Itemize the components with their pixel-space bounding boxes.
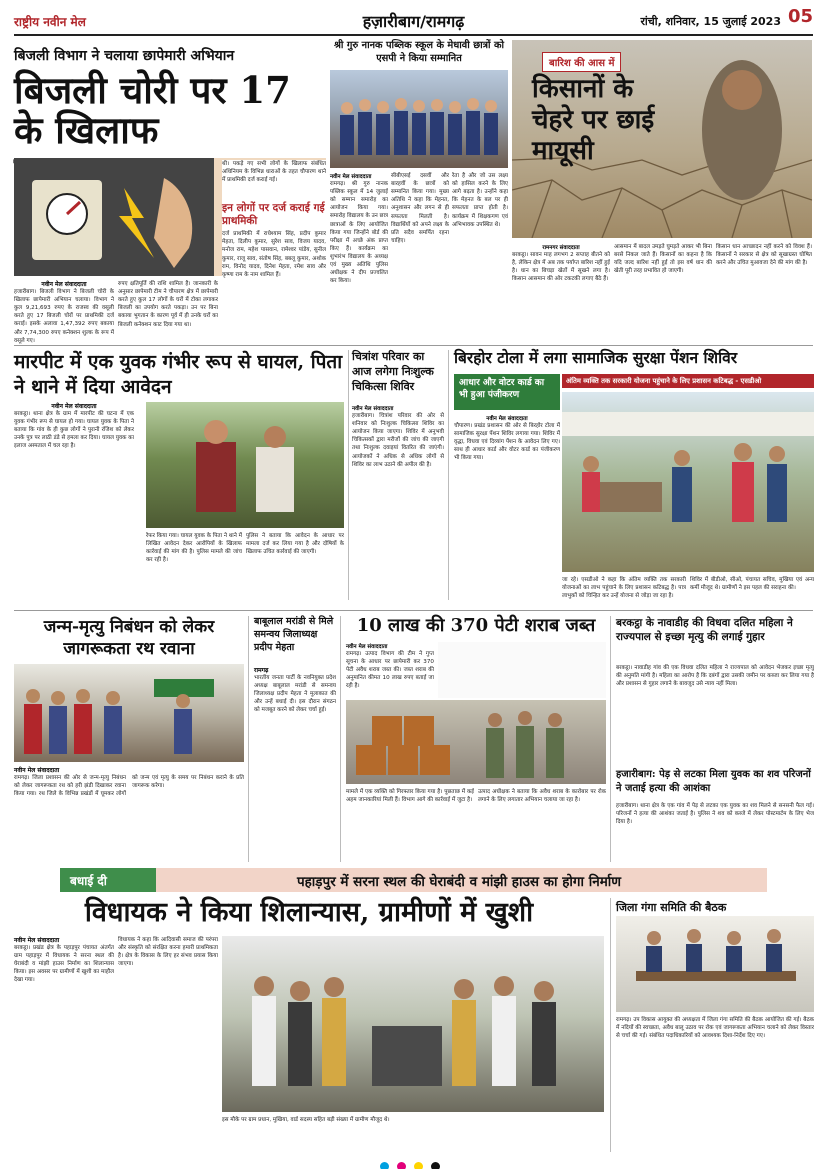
story-text: रामगढ़। उप विकास आयुक्त की अध्यक्षता में जिला गंगा समिति की बैठक आयोजित की गई। बैठक में नदियों की स्वच्छता, अवैध बालू उठाव पर रोक एवं जागरूकता अभियान चलाने को लेकर विस्तार से चर्चा की गई। संबंधित पदाधिकारियों को आवश्यक दिशा-निर्देश दिए गए। bbox=[616, 1017, 814, 1040]
story-text: भारतीय जनता पार्टी के नवनियुक्त प्रदेश अध्यक्ष बाबूलाल मरांडी से समन्वय जिलाध्यक्ष प्रदीप मेहता ने मुलाकात की और उन्हें बधाई दी। इस दौरान संगठन को मजबूत करने को लेकर चर्चा हुई। bbox=[254, 675, 336, 714]
divider bbox=[610, 898, 611, 1152]
masthead bbox=[14, 8, 813, 34]
farmer-tag: बारिश की आस में bbox=[542, 52, 621, 72]
story-text: बरकट्ठा। प्रखंड क्षेत्र के पहाड़पुर पंचायत अंतर्गत ग्राम पहाड़पुर में विधायक ने सरना स्थल की घेराबंदी व मांझी हाउस निर्माण का शिलान्यास किया। इस अवसर पर ग्रामीणों में खुशी का माहौल देखा गया। bbox=[14, 945, 114, 984]
story-text: हजारीबाग। चित्रांश परिवार की ओर से शनिवार को निःशुल्क चिकित्सा शिविर का आयोजन किया जाएगा। शिविर में अनुभवी चिकित्सकों द्वारा मरीजों की जांच की जाएगी तथा निःशुल्क दवाइयां वितरित की जाएंगी। आयोजकों ने अधिक से अधिक लोगों से शिविर का लाभ उठाने की अपील की है। bbox=[352, 413, 444, 468]
story-body-headline: हजारीबाग: पेड़ से लटका मिला युवक का शव परिजनों ने जताई हत्या की आशंका bbox=[616, 769, 811, 794]
marandi-col bbox=[254, 666, 336, 862]
camp-people-icon bbox=[562, 392, 814, 572]
birth-col bbox=[14, 766, 244, 862]
mla-photo bbox=[222, 936, 604, 1112]
byline: नवीन मेल संवाददाता bbox=[51, 403, 97, 410]
meter-hand-icon bbox=[14, 158, 214, 276]
story-widow-headline: बरकट्ठा के नावाडीह की विधवा दलित महिला ने राज्यपाल से इच्छा मृत्यु की लगाई गुहार bbox=[616, 617, 793, 644]
black-mark bbox=[431, 1162, 440, 1169]
ganga-photo bbox=[616, 916, 814, 1012]
school-col-1 bbox=[330, 172, 388, 342]
assault-photo bbox=[146, 402, 344, 528]
meeting-icon bbox=[616, 916, 814, 1012]
school-photo bbox=[330, 70, 508, 168]
divider bbox=[14, 345, 813, 346]
story-text: बरकट्ठा। नावाडीह गांव की एक विधवा दलित महिला ने राज्यपाल को आवेदन भेजकर इच्छा मृत्यु की अनुमति मांगी है। महिला का आरोप है कि दबंगों द्वारा उसकी जमीन पर कब्जा कर लिया गया है और प्रशासन से गुहार लगाने के बावजूद उसे न्याय नहीं मिला। bbox=[616, 665, 814, 688]
story-birth-headline: जन्म-मृत्यु निबंधन को लेकर जागरूकता रथ रवाना bbox=[43, 617, 215, 660]
page-number: 05 bbox=[787, 6, 813, 27]
story-school-headline: श्री गुरु नानक पब्लिक स्कूल के मेधावी छात्रों को एसपी ने किया सम्मानित bbox=[333, 40, 505, 64]
story-text: विधायक ने कहा कि आदिवासी समाज की परंपरा और संस्कृति को संरक्षित करना हमारी प्राथमिकता है। क्षेत्र के विकास के लिए हर संभव प्रयास किया जाएगा। bbox=[118, 937, 218, 968]
liquor-photo bbox=[346, 700, 606, 784]
byline: नवीन मेल संवाददाता bbox=[14, 767, 60, 774]
byline: नवीन मेल संवाददाता bbox=[346, 644, 388, 650]
byline: नवीन मेल संवाददाता bbox=[14, 937, 60, 944]
mla-col-1 bbox=[14, 936, 114, 1152]
divider bbox=[248, 616, 249, 862]
story-text: रुपए क्षतिपूर्ति की राशि शामिल है। जानकारी के अनुसार छापेमारी टीम ने चौपारण क्षेत्र में छापेमारी करते हुए कुल 17 लोगों के घरों में टोका लगाकर बिजली का उपयोग करते पकड़ा। उन पर बिना बकाया भुगतान के कारण पूर्व में ही उनके घरों का बिजली कनेक्शन काट दिया गया था। bbox=[118, 281, 218, 328]
story-text: बरकट्ठा। थाना क्षेत्र के ग्राम में मारपीट की घटना में एक युवक गंभीर रूप से घायल हो गया। घायल युवक के पिता ने बताया कि गांव के ही कुछ लोगों ने पुरानी रंजिश को लेकर उनके पुत्र पर लाठी डंडे से हमला कर दिया। घायल युवक का इलाज अस्पताल में चल रहा है। bbox=[14, 411, 134, 450]
story-ganga-headline: जिला गंगा समिति की बैठक bbox=[616, 901, 727, 914]
students-icon bbox=[330, 70, 508, 168]
farmer-photo bbox=[512, 40, 812, 238]
rally-people-icon bbox=[14, 664, 244, 762]
story-text: बरकट्ठा। सावन माह लगभग 2 सप्ताह बीतने को है, लेकिन क्षेत्र में अब तक पर्याप्त बारिश नहीं हुई है। धान का बिचड़ा खेतों में सूखने लगा है। किसान आसमान की ओर टकटकी लगाए बैठे हैं। bbox=[512, 252, 610, 283]
byline: नवीन मेल संवाददाता bbox=[352, 406, 394, 412]
liquor-photo-strip bbox=[438, 642, 606, 698]
liquor-boxes-icon bbox=[346, 700, 606, 784]
story-marandi-headline: बाबूलाल मरांडी से मिले समन्वय जिलाध्यक्ष प्रदीप मेहता bbox=[254, 616, 334, 653]
story-text: थी। पकड़े गए सभी लोगों के खिलाफ संबंधित अधिनियम के विभिन्न धाराओं के तहत चौपारण थाने में प्राथमिकी दर्ज कराई गई। bbox=[222, 161, 326, 184]
story-text: हजारीबाग। थाना क्षेत्र के एक गांव में पेड़ से लटका एक युवक का शव मिलने से सनसनी फैल गई। परिजनों ने हत्या की आशंका जताई है। पुलिस ने शव को कब्जे में लेकर पोस्टमार्टम के लिए भेज दिया है। bbox=[616, 803, 814, 826]
divider bbox=[340, 616, 341, 862]
electricity-col-3 bbox=[222, 160, 326, 364]
story-text: रेता है और जो उस लक्ष्य को हासिल करने के लिए आगे बढ़ता है। उन्होंने कहा कि मेहनत के बल पर ही सफलता प्राप्त होती है। कार्यक्रम में शिक्षकगण एवं अभिभावक उपस्थित थे। bbox=[452, 173, 508, 228]
story-pension-headline: बिरहोर टोला में लगा सामाजिक सुरक्षा पेंशन शिविर bbox=[454, 348, 738, 367]
story-text: जा रहे। एसडीओ ने कहा कि अंतिम व्यक्ति तक सरकारी योजनाओं का लाभ पहुंचाने के लिए प्रशासन कटिबद्ध है। पात्र लाभुकों को चिन्हित कर उन्हें योजना से जोड़ा जा रहा है। bbox=[562, 577, 686, 600]
story-kicker: बिजली विभाग ने चलाया छापेमारी अभियान bbox=[14, 48, 235, 64]
story-text: किसान धान आच्छादन नहीं करने को विवश हैं। किसानों ने सरकार से क्षेत्र को सूखाग्रस्त घोषित करने और उचित मुआवजा देने की मांग की है। bbox=[716, 244, 812, 267]
byline: नवीन मेल संवाददाता bbox=[330, 174, 372, 180]
story-text: इस मौके पर ग्राम प्रधान, मुखिया, वार्ड सदस्य सहित बड़ी संख्या में ग्रामीण मौजूद थे। bbox=[222, 1117, 390, 1123]
story-text: रामगढ़। श्री गुरु नानक पब्लिक स्कूल में 14 जुलाई को सम्मान समारोह का आयोजन किया गया। समारोह विद्यालय के उन छात्र छात्राओं के लिए आयोजित किया गया जिन्होंने बोर्ड की परीक्षा में अच्छे अंक प्राप्त किए हैं। कार्यक्रम का शुभारंभ विद्यालय के अध्यक्ष एवं मुख्य अतिथि पुलिस अधीक्षक ने दीप प्रज्वलित कर किया। bbox=[330, 181, 388, 285]
farmer-col-1 bbox=[512, 243, 610, 345]
yellow-mark bbox=[414, 1162, 423, 1169]
story-headline: बिजली चोरी पर 17 के खिलाफ bbox=[14, 68, 291, 152]
story-chitransh-headline: चित्रांश परिवार का आज लगेगा निःशुल्क चिकित्सा शिविर bbox=[352, 350, 434, 393]
cyan-mark bbox=[380, 1162, 389, 1169]
story-text: रेफर किया गया। घायल युवक के पिता ने थाने में लिखित आवेदन देकर आरोपियों के खिलाफ कार्रवाई की मांग की है। पुलिस मामले की जांच कर रही है। bbox=[146, 533, 242, 564]
story-text: चौपारण। प्रखंड प्रशासन की ओर से बिरहोर टोला में सामाजिक सुरक्षा पेंशन शिविर लगाया गया। शिविर में वृद्धा, विधवा एवं दिव्यांग पेंशन के आवेदन लिए गए। साथ ही आधार कार्ड और वोटर कार्ड का पंजीकरण भी किया गया। bbox=[454, 423, 560, 462]
story-text: मामले में एक व्यक्ति को गिरफ्तार किया गया है। पूछताछ में कई अहम जानकारियां मिली हैं। विभाग आगे की कार्रवाई में जुटा है। bbox=[346, 789, 474, 804]
pension-subbox: आधार और वोटर कार्ड का भी हुआ पंजीकरण bbox=[454, 374, 560, 410]
story-assault-headline: मारपीट में एक युवक गंभीर रूप से घायल, पिता ने थाने में दिया आवेदन bbox=[14, 351, 343, 398]
pension-red-strip: अंतिम व्यक्ति तक सरकारी योजना पहुंचाने के लिए प्रशासन कटिबद्ध - एसडीओ bbox=[562, 374, 814, 388]
story-liquor-headline: 10 लाख की 370 पेटी शराब जब्त bbox=[356, 615, 596, 636]
masthead-logo: राष्ट्रीय नवीन मेल bbox=[14, 14, 86, 29]
print-color-marks bbox=[380, 1156, 443, 1169]
foundation-stone-icon bbox=[222, 936, 604, 1112]
birth-photo bbox=[14, 664, 244, 762]
story-text: दर्ज प्राथमिकी में राधेश्याम सिंह, प्रदीप कुमार मेहता, दिलीप कुमार, सुरेश साव, विजय यादव, मनोज राम, महेश पासवान, रामेश्वर पांडेय, सुनील कुमार, राजू साव, संतोष सिंह, बबलू कुमार, अशोक राम, विनोद यादव, दिनेश मेहता, रमेश साव और कृष्णा राम के नाम शामिल हैं। bbox=[222, 231, 326, 278]
masthead-rule bbox=[14, 34, 813, 36]
byline: रामगढ़ bbox=[254, 667, 269, 674]
divider bbox=[448, 350, 449, 600]
assault-col-1 bbox=[14, 402, 134, 602]
divider bbox=[348, 350, 349, 600]
story-text: उत्पाद अधीक्षक ने बताया कि अवैध शराब के कारोबार पर रोक लगाने के लिए लगातार अभियान चलाया जा रहा है। bbox=[478, 789, 606, 804]
pension-col-1 bbox=[454, 414, 560, 606]
story-text: रामगढ़। जिला प्रशासन की ओर से जन्म-मृत्यु निबंधन को लेकर जागरूकता रथ को हरी झंडी दिखाकर रवाना किया गया। रथ जिले के विभिन्न प्रखंडों में घूमकर लोगों को जन्म एवं मृत्यु के समय पर निबंधन कराने के प्रति जागरूक करेगा। bbox=[14, 775, 244, 798]
strip-headline: पहाड़पुर में सरना स्थल की घेराबंदी व मांझी हाउस का होगा निर्माण bbox=[296, 874, 622, 890]
story-text: हजारीबाग। बिजली विभाग ने बिजली चोरी के खिलाफ छापेमारी अभियान चलाया। विभाग ने कुल 9,21,693 रुपए के राजस्व की वसूली करते हुए 17 बिजली चोरों पर प्राथमिकी दर्ज कराई। इसके अलावा 1,47,392 रुपए बकाया और 7,74,300 रुपए कनेक्शन शुल्क के रूप में वसूले गए। bbox=[14, 289, 114, 344]
divider bbox=[14, 610, 813, 611]
divider bbox=[610, 616, 611, 862]
liquor-col-1 bbox=[346, 642, 434, 698]
story-subheadline: इन लोगों पर दर्ज कराई गई प्राथमिकी bbox=[222, 202, 325, 228]
byline: नवीन मेल संवाददाता bbox=[486, 416, 528, 422]
dateline: रांची, शनिवार, 15 जुलाई 2023 bbox=[640, 15, 781, 28]
magenta-mark bbox=[397, 1162, 406, 1169]
byline: नवीन मेल संवाददाता bbox=[41, 281, 87, 288]
byline: रामनगर संवाददाता bbox=[542, 245, 580, 251]
story-text: पुलिस ने बताया कि आवेदन के आधार पर मामला दर्ज कर लिया गया है और दोषियों के खिलाफ उचित कार्रवाई की जाएगी। bbox=[246, 533, 344, 556]
electricity-illustration bbox=[14, 158, 214, 276]
pension-photo bbox=[562, 392, 814, 572]
story-text: रामगढ़। उत्पाद विभाग की टीम ने गुप्त सूचना के आधार पर छापेमारी कर 370 पेटी अवैध शराब जब्त की। जब्त शराब की अनुमानित कीमत 10 लाख रुपए बताई जा रही है। bbox=[346, 651, 434, 690]
section-title: हज़ारीबाग/रामगढ़ bbox=[362, 12, 465, 31]
badhai-tag: बधाई दी bbox=[60, 868, 156, 892]
story-text: आसमान में बादल उमड़ते घुमड़ते आकर भी बिना बरसे निकल जाते हैं। किसानों का कहना है कि यदि जल्द बारिश नहीं हुई तो इस वर्ष धान की खेती पूरी तरह प्रभावित हो जाएगी। bbox=[614, 244, 712, 275]
story-text: शिविर में बीडीओ, सीओ, पंचायत सचिव, मुखिया एवं अन्य कर्मी मौजूद थे। ग्रामीणों ने इस पहल की सराहना की। bbox=[690, 577, 814, 592]
farmer-headline: किसानों के चेहरे पर छाई मायूसी bbox=[532, 74, 655, 167]
injured-man-icon bbox=[146, 402, 344, 528]
chitransh-col bbox=[352, 404, 444, 602]
story-mla-headline: विधायक ने किया शिलान्यास, ग्रामीणों में खुशी bbox=[84, 897, 534, 928]
story-text: सीबीएसई दसवीं और बारहवीं के छात्रों को सम्मानित किया गया। मुख्य अतिथि ने कहा कि मेहनत, अनुशासन और लगन से ही सफलता मिलती है। विद्यार्थियों को अपने लक्ष्य के प्रति सदैव समर्पित रहना चाहिए। bbox=[391, 173, 449, 244]
